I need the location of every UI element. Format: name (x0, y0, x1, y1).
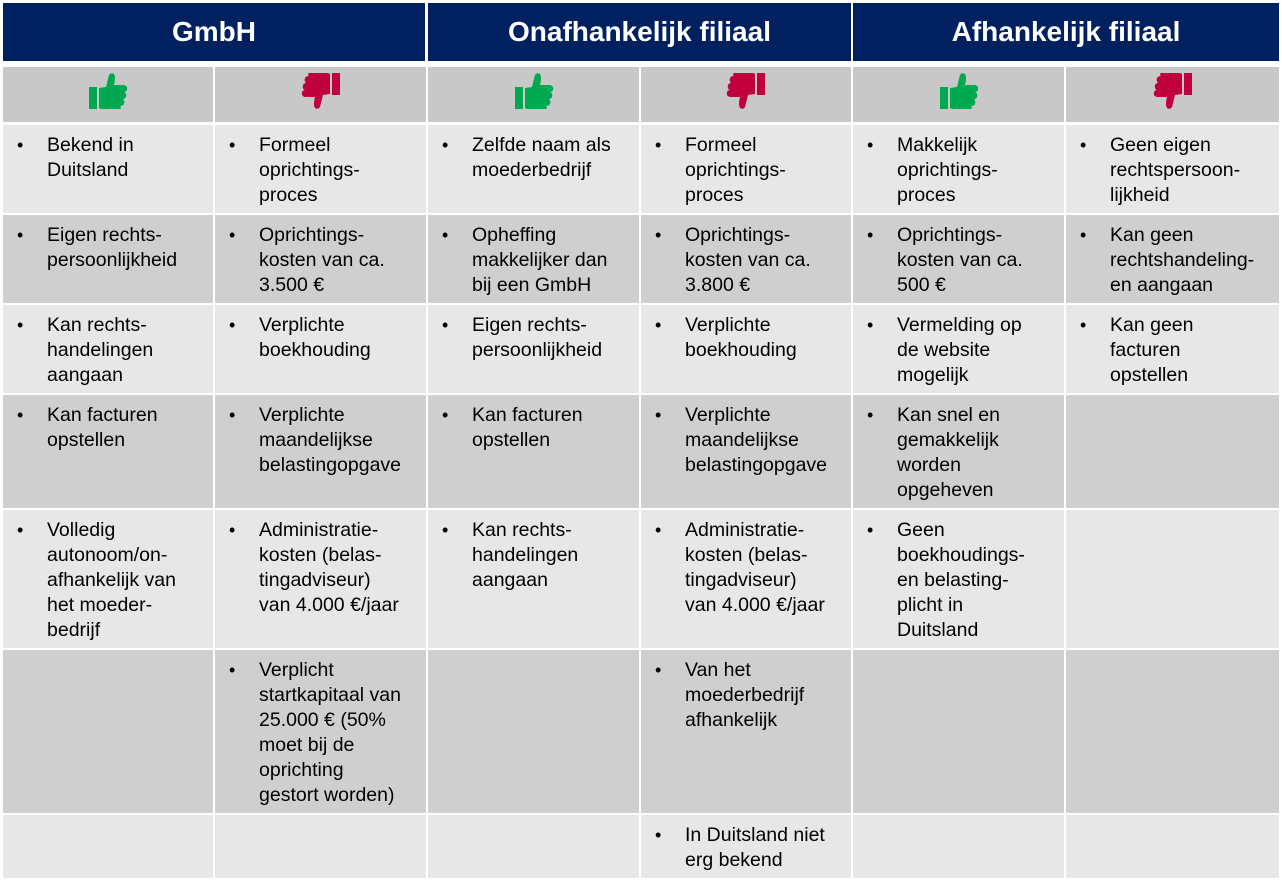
table-cell (215, 815, 426, 878)
bullet: • (229, 660, 236, 680)
bullet: • (17, 135, 24, 155)
cell-text: Van het moederbedrijf afhankelijk (685, 659, 805, 731)
table-cell (428, 215, 639, 303)
icon-cell (215, 67, 426, 122)
table-cell (1066, 815, 1279, 878)
table-cell (3, 510, 213, 648)
bullet: • (867, 135, 874, 155)
bullet: • (867, 225, 874, 245)
bullet: • (229, 225, 236, 245)
table-cell (1066, 215, 1279, 303)
table-cell (1066, 395, 1279, 508)
icon-cell (1066, 67, 1279, 122)
cell-text: Kan snel en gemakkelijk worden opgeheven (897, 404, 1000, 501)
table-cell (428, 125, 639, 213)
table-cell (3, 305, 213, 393)
icon-cell (3, 67, 213, 122)
table-cell (1066, 650, 1279, 813)
column-header-2: Onafhankelijk filiaal (428, 3, 851, 61)
bullet: • (229, 520, 236, 540)
cell-text: Verplichte boekhouding (259, 314, 371, 361)
cell-text: Bekend in Duitsland (47, 134, 134, 181)
bullet: • (442, 135, 449, 155)
bullet: • (655, 135, 662, 155)
table-cell (215, 650, 426, 813)
icon-cell (641, 67, 851, 122)
cell-text: Geen boekhoudings- en belasting- plicht in Duitsland (897, 519, 1025, 641)
column-header-1: GmbH (3, 3, 425, 61)
table-cell (215, 125, 426, 213)
table-cell (641, 125, 851, 213)
bullet: • (442, 315, 449, 335)
bullet: • (655, 225, 662, 245)
table-cell (1066, 305, 1279, 393)
cell-text: Oprichtings- kosten van ca. 500 € (897, 224, 1023, 296)
table-cell (428, 815, 639, 878)
cell-text: Verplichte maandelijkse belastingopgave (685, 404, 828, 476)
cell-text: Verplicht startkapitaal van 25.000 € (50% moet bij de oprichting gestort worden) (259, 659, 401, 806)
table-cell (641, 215, 851, 303)
cell-text: Formeel oprichtings- proces (685, 134, 786, 206)
table-cell (3, 125, 213, 213)
column-header-3: Afhankelijk filiaal (853, 3, 1279, 61)
bullet: • (867, 405, 874, 425)
bullet: • (1080, 315, 1087, 335)
cell-text: Volledig autonoom/on- afhankelijk van het moeder- bedrijf (47, 519, 176, 641)
cell-text: Verplichte boekhouding (685, 314, 797, 361)
cell-text: Opheffing makkelijker dan bij een GmbH (472, 224, 608, 296)
table-cell (853, 395, 1064, 508)
bullet: • (655, 520, 662, 540)
cell-text: Kan geen facturen opstellen (1110, 314, 1194, 386)
bullet: • (867, 520, 874, 540)
table-cell (1066, 510, 1279, 648)
table-cell (428, 650, 639, 813)
table-cell (853, 215, 1064, 303)
bullet: • (17, 405, 24, 425)
table-cell (3, 395, 213, 508)
bullet: • (17, 315, 24, 335)
thumbs-up-icon (87, 71, 129, 118)
table-cell (641, 305, 851, 393)
cell-text: Eigen rechts- persoonlijkheid (472, 314, 603, 361)
cell-text: Geen eigen rechtspersoon- lijkheid (1110, 134, 1241, 206)
bullet: • (655, 315, 662, 335)
bullet: • (442, 520, 449, 540)
table-cell (641, 510, 851, 648)
bullet: • (17, 225, 24, 245)
cell-text: Kan geen rechtshandeling- en aangaan (1110, 224, 1255, 296)
cell-text: Formeel oprichtings- proces (259, 134, 360, 206)
bullet: • (1080, 225, 1087, 245)
cell-text: Administratie- kosten (belas- tingadviseur) van 4.000 €/jaar (685, 519, 825, 616)
cell-text: Administratie- kosten (belas- tingadviseur) van 4.000 €/jaar (259, 519, 399, 616)
bullet: • (655, 825, 662, 845)
bullet: • (1080, 135, 1087, 155)
bullet: • (229, 315, 236, 335)
cell-text: Vermelding op de website mogelijk (897, 314, 1022, 386)
thumbs-up-icon (938, 71, 980, 118)
table-cell (1066, 125, 1279, 213)
table-cell (853, 650, 1064, 813)
table-cell (215, 395, 426, 508)
table-cell (853, 305, 1064, 393)
table-cell (215, 215, 426, 303)
bullet: • (442, 405, 449, 425)
table-cell (215, 305, 426, 393)
bullet: • (229, 135, 236, 155)
table-cell (853, 125, 1064, 213)
table-cell (3, 215, 213, 303)
icon-cell (853, 67, 1064, 122)
table-cell (3, 815, 213, 878)
cell-text: Makkelijk oprichtings- proces (897, 134, 998, 206)
bullet: • (442, 225, 449, 245)
thumbs-up-icon (513, 71, 555, 118)
cell-text: Verplichte maandelijkse belastingopgave (259, 404, 402, 476)
cell-text: Eigen rechts- persoonlijkheid (47, 224, 178, 271)
table-cell (428, 305, 639, 393)
table-cell (641, 650, 851, 813)
bullet: • (229, 405, 236, 425)
table-cell (3, 650, 213, 813)
cell-text: Zelfde naam als moederbedrijf (472, 134, 611, 181)
bullet: • (867, 315, 874, 335)
icon-cell (428, 67, 639, 122)
table-cell (428, 510, 639, 648)
thumbs-down-icon (1152, 71, 1194, 118)
thumbs-down-icon (300, 71, 342, 118)
table-cell (853, 510, 1064, 648)
table-cell (641, 395, 851, 508)
cell-text: Oprichtings- kosten van ca. 3.500 € (259, 224, 385, 296)
cell-text: Oprichtings- kosten van ca. 3.800 € (685, 224, 811, 296)
table-cell (853, 815, 1064, 878)
cell-text: Kan facturen opstellen (472, 404, 583, 451)
bullet: • (655, 660, 662, 680)
table-cell (428, 395, 639, 508)
table-cell (215, 510, 426, 648)
table-cell (641, 815, 851, 878)
cell-text: Kan rechts- handelingen aangaan (47, 314, 154, 386)
cell-text: Kan rechts- handelingen aangaan (472, 519, 579, 591)
cell-text: In Duitsland niet erg bekend (685, 824, 825, 871)
cell-text: Kan facturen opstellen (47, 404, 158, 451)
thumbs-down-icon (725, 71, 767, 118)
bullet: • (17, 520, 24, 540)
bullet: • (655, 405, 662, 425)
